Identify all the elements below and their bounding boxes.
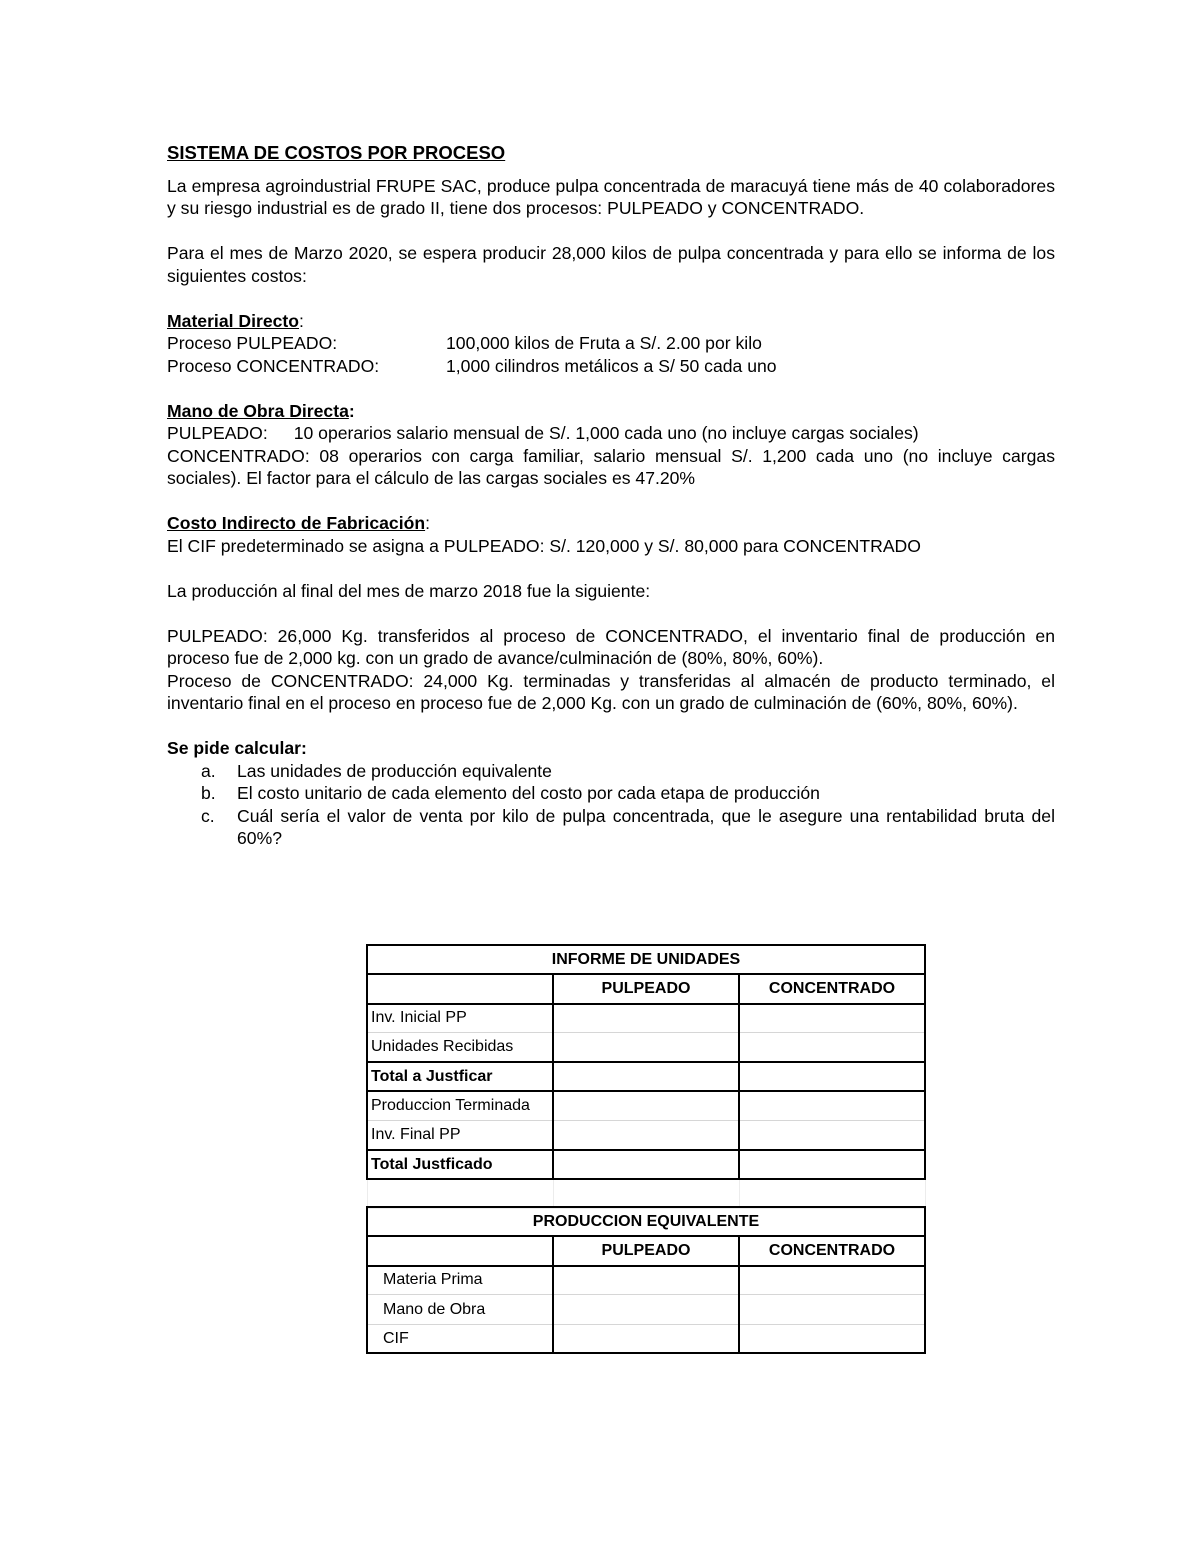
material-row — [167, 355, 1055, 378]
material-row — [167, 332, 1055, 355]
col-header-pulpeado: PULPEADO — [553, 974, 739, 1003]
row-label: Total a Justficar — [367, 1062, 553, 1091]
row-label: Produccion Terminada — [367, 1091, 553, 1120]
table-cell[interactable] — [553, 1033, 739, 1062]
table-row — [367, 1295, 925, 1324]
col-header-concentrado: CONCENTRADO — [739, 974, 925, 1003]
table-row — [367, 1266, 925, 1295]
row-label: Materia Prima — [367, 1266, 553, 1295]
table-cell[interactable] — [553, 1091, 739, 1120]
spacer-row — [367, 1179, 925, 1208]
produccion-pulpeado: PULPEADO: 26,000 Kg. transferidos al proceso de CONCENTRADO, el inventario final de producción en proceso fue de 2,000 kg. con un grado de avance/culminación de (80%, 80%, 60%). — [167, 625, 1055, 668]
material-heading: Material Directo — [167, 310, 299, 331]
material-row-label: Proceso PULPEADO: — [167, 333, 338, 353]
list-item: a. Las unidades de producción equivalente — [201, 760, 552, 781]
row-label: CIF — [367, 1324, 553, 1353]
material-row-value: 1,000 cilindros metálicos a S/ 50 cada uno — [446, 355, 777, 376]
row-label: Inv. Final PP — [367, 1121, 553, 1150]
table-cell[interactable] — [739, 1295, 925, 1324]
table-row — [367, 1091, 925, 1120]
equivalente-title: PRODUCCION EQUIVALENTE — [367, 1207, 925, 1236]
table-cell[interactable] — [553, 1004, 739, 1033]
table-cell[interactable] — [553, 1150, 739, 1179]
col-header-concentrado: CONCENTRADO — [739, 1236, 925, 1265]
se-pide-heading: Se pide calcular: — [167, 738, 307, 758]
cif-text: El CIF predeterminado se asigna a PULPEADO: S/. 120,000 y S/. 80,000 para CONCENTRADO — [167, 535, 921, 556]
mano-obra-pulpeado: PULPEADO: 10 operarios salario mensual de S/. 1,000 cada uno (no incluye cargas sociales) — [167, 423, 919, 443]
table-row — [367, 1062, 925, 1091]
table-cell[interactable] — [739, 1324, 925, 1353]
table-row — [367, 1324, 925, 1353]
table-cell[interactable] — [739, 1033, 925, 1062]
informe-unidades-table — [366, 944, 926, 1209]
table-row — [367, 1004, 925, 1033]
col-header-pulpeado: PULPEADO — [553, 1236, 739, 1265]
table-row — [367, 1121, 925, 1150]
mano-obra-concentrado: CONCENTRADO: 08 operarios con carga familiar, salario mensual S/. 1,200 cada uno (no incluye cargas sociales). El factor para el cálculo de las cargas sociales es 47.20% — [167, 445, 1055, 488]
table-row — [367, 1150, 925, 1179]
mano-obra-heading-line: Mano de Obra Directa: — [167, 400, 355, 421]
material-row-value: 100,000 kilos de Fruta a S/. 2.00 por kilo — [446, 333, 762, 353]
table-cell[interactable] — [739, 1062, 925, 1091]
table-cell[interactable] — [739, 1121, 925, 1150]
page-title: SISTEMA DE COSTOS POR PROCESO — [167, 142, 506, 163]
cif-heading: Costo Indirecto de Fabricación — [167, 513, 426, 533]
material-heading-line: Material Directo: — [167, 310, 304, 331]
row-label: Total Justficado — [367, 1150, 553, 1179]
table-cell[interactable] — [739, 1091, 925, 1120]
document-body — [167, 142, 1055, 850]
row-label: Inv. Inicial PP — [367, 1004, 553, 1033]
table-cell[interactable] — [553, 1062, 739, 1091]
table-cell[interactable] — [553, 1295, 739, 1324]
produccion-equivalente-table — [366, 1206, 926, 1354]
informe-title: INFORME DE UNIDADES — [367, 945, 925, 974]
table-cell[interactable] — [739, 1150, 925, 1179]
produccion-concentrado: Proceso de CONCENTRADO: 24,000 Kg. terminadas y transferidas al almacén de producto terminado, el inventario final en el proceso en proceso fue de 2,000 Kg. con un grado de culminación de (60%, 80%, 60%). — [167, 670, 1055, 713]
table-cell[interactable] — [739, 1004, 925, 1033]
table-cell[interactable] — [553, 1266, 739, 1295]
produccion-intro: La producción al final del mes de marzo 2018 fue la siguiente: — [167, 580, 651, 601]
list-item: c. Cuál sería el valor de venta por kilo de pulpa concentrada, que le asegure una rentabilidad bruta del 60%? — [201, 805, 1055, 848]
table-cell[interactable] — [553, 1324, 739, 1353]
table-row — [367, 1033, 925, 1062]
row-label: Unidades Recibidas — [367, 1033, 553, 1062]
intro-paragraph: La empresa agroindustrial FRUPE SAC, produce pulpa concentrada de maracuyá tiene más de 40 colaboradores y su riesgo industrial es de grado II, tiene dos procesos: PULPEADO y CONCENTRADO. — [167, 175, 1055, 218]
material-row-label: Proceso CONCENTRADO: — [167, 355, 380, 376]
cif-heading-line: Costo Indirecto de Fabricación: — [167, 513, 430, 533]
list-item: b. El costo unitario de cada elemento del costo por cada etapa de producción — [201, 783, 820, 803]
task-list — [167, 760, 1055, 850]
row-label: Mano de Obra — [367, 1295, 553, 1324]
table-cell[interactable] — [739, 1266, 925, 1295]
table-cell[interactable] — [553, 1121, 739, 1150]
mano-obra-heading: Mano de Obra Directa — [167, 400, 349, 421]
costs-intro-paragraph: Para el mes de Marzo 2020, se espera producir 28,000 kilos de pulpa concentrada y para ello se informa de los siguientes costos: — [167, 243, 1055, 286]
